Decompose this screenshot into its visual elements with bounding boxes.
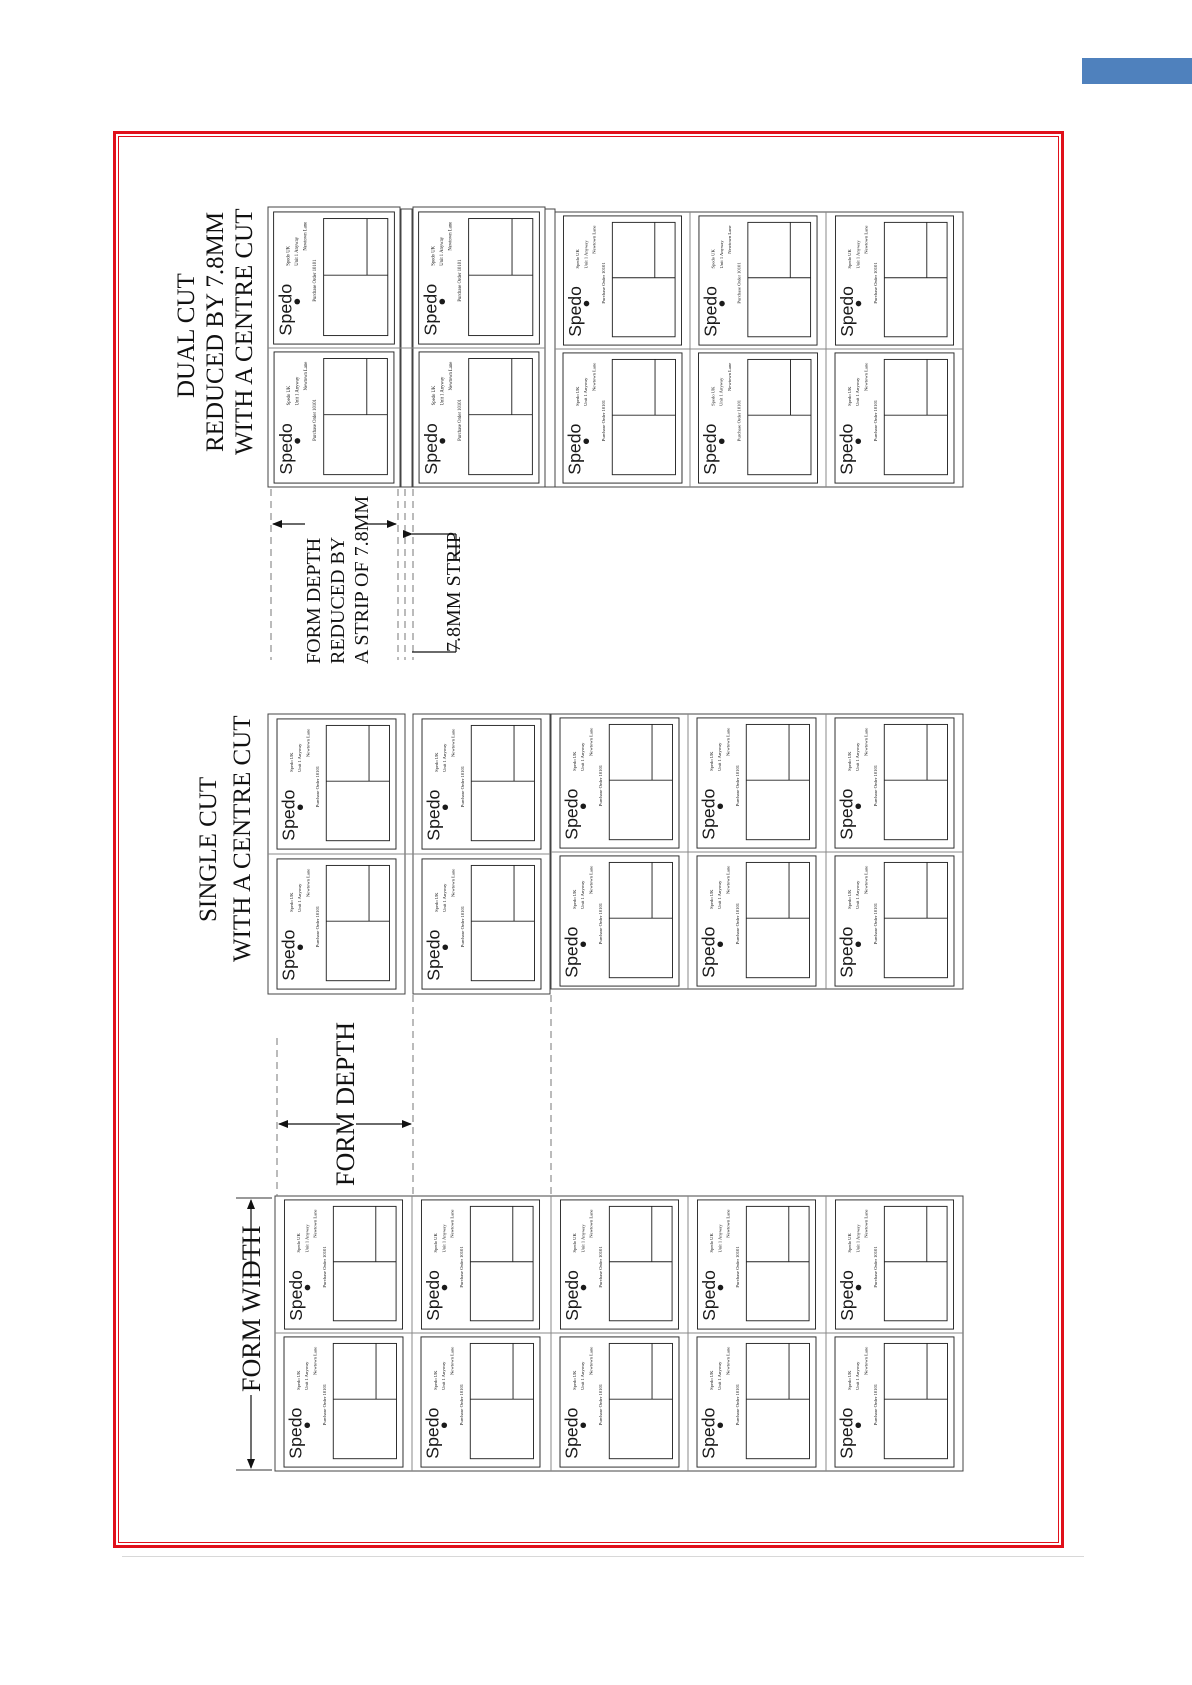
reduced-depth-line-3: A STRIP OF 7.8MM [351,495,373,664]
dual-cut-title [173,208,258,455]
single-cut-title [195,715,256,962]
dual-cut-line-1: DUAL CUT [173,273,200,398]
dual-cut-line-3: WITH A CENTRE CUT [231,208,258,455]
label-card [563,353,682,483]
label-card [560,718,679,848]
label-card [699,353,818,483]
reduced-depth-dimension [271,489,413,664]
label-card [835,216,953,345]
form-depth-dimension [277,995,551,1196]
label-card [697,1337,816,1467]
label-card [560,856,679,986]
label-card [835,1200,953,1329]
label-card [277,859,396,989]
label-card [419,352,539,483]
label-card [563,216,681,345]
label-card [274,352,394,483]
reduced-depth-line-1: FORM DEPTH [303,537,325,664]
strip-label: 7.8MM STRIP [443,531,465,652]
reduced-depth-line-2: REDUCED BY [327,536,349,664]
label-card [697,1200,815,1329]
strip-dimension [412,532,465,652]
label-card [835,718,954,848]
label-card [699,216,817,345]
label-card [421,1200,539,1329]
label-card [274,212,395,344]
single-cut-line-2: WITH A CENTRE CUT [229,715,256,962]
label-card [697,856,816,986]
label-card [284,1337,403,1467]
label-card [422,859,541,989]
label-card [277,719,396,849]
dual-cut-group [268,207,963,487]
single-cut-group [268,714,963,994]
label-card [560,1200,678,1329]
dual-cut-line-2: REDUCED BY 7.8MM [202,211,229,452]
label-card [422,719,541,849]
label-card [835,353,954,483]
standard-form-group [275,1196,963,1471]
form-width-label: FORM WIDTH [237,1225,266,1392]
label-card [697,718,816,848]
label-card [421,1337,540,1467]
label-card [560,1337,679,1467]
label-card [835,1337,954,1467]
label-card [419,212,540,344]
form-depth-label: FORM DEPTH [331,1022,360,1186]
label-card [284,1200,402,1329]
form-width-dimension [236,1198,272,1470]
label-card [835,856,954,986]
single-cut-line-1: SINGLE CUT [195,776,222,922]
